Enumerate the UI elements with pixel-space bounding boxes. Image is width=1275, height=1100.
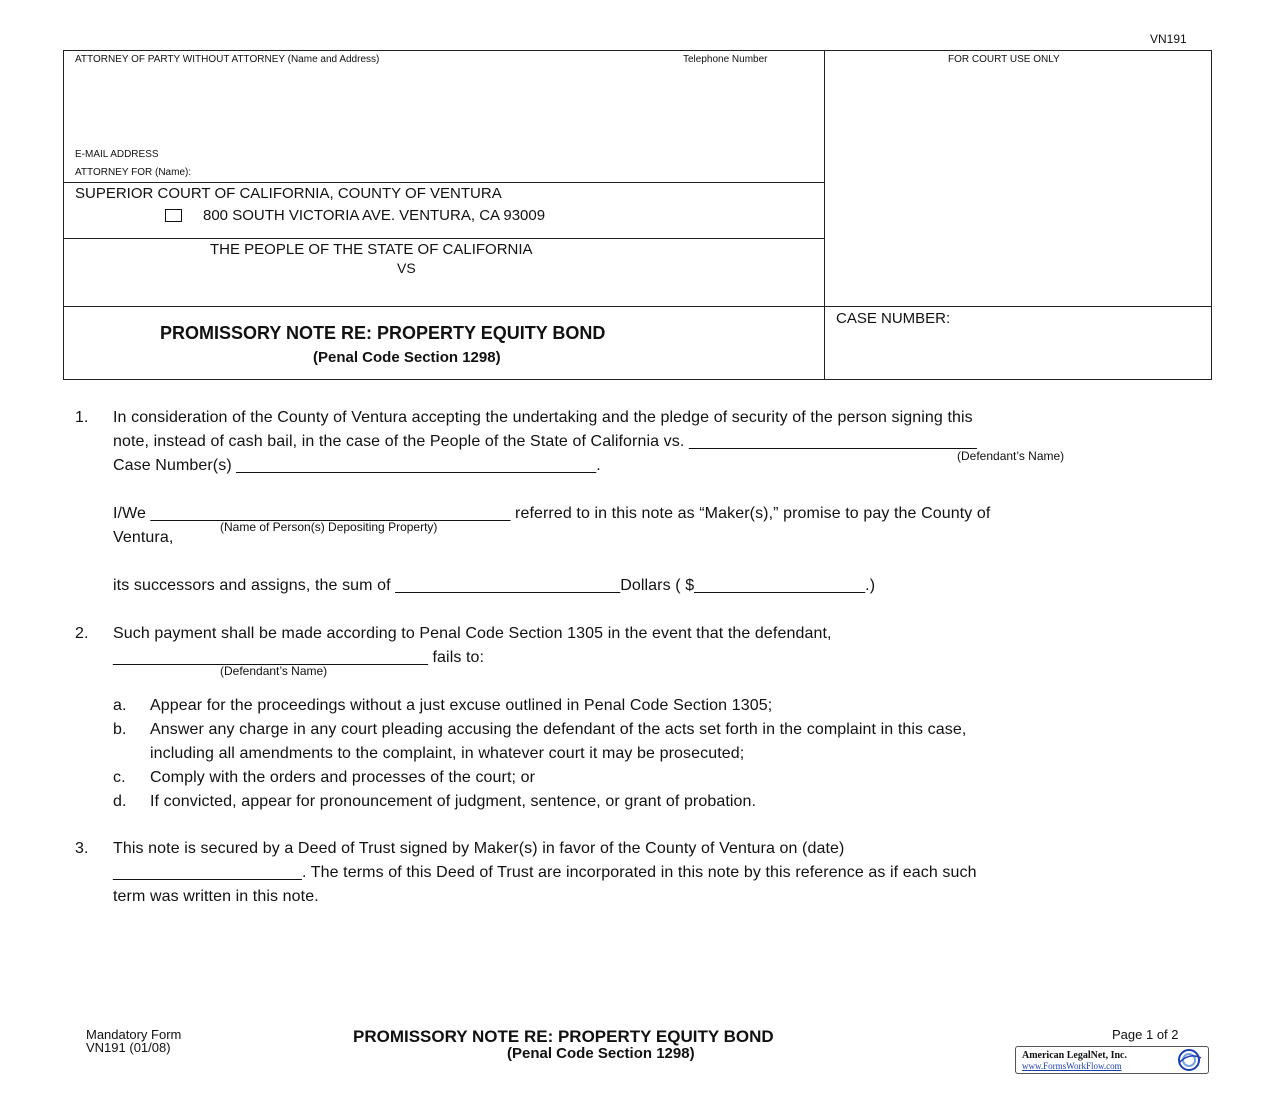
p2-defendant-caption: (Defendant’s Name) [220,664,328,678]
p1-line1: In consideration of the County of Ventura accepting the undertaking and the pledge of security of the person signing this [113,409,973,426]
item-letter: c. [113,769,126,786]
case-number-label: CASE NUMBER: [836,310,951,327]
item-text: Comply with the orders and processes of the court; or [150,769,536,786]
p1-number: 1. [75,409,89,426]
footer-title: PROMISSORY NOTE RE: PROPERTY EQUITY BOND [353,1027,774,1046]
telephone-label: Telephone Number [683,54,768,65]
item-letter: b. [113,721,127,738]
p3-line1: This note is secured by a Deed of Trust signed by Maker(s) in favor of the County of Ventura on (date) [113,840,845,857]
email-label: E-MAIL ADDRESS [75,149,159,160]
logo-name: American LegalNet, Inc. [1022,1050,1127,1061]
court-name: SUPERIOR COURT OF CALIFORNIA, COUNTY OF VENTURA [75,185,502,202]
p3-line3: term was written in this note. [113,888,319,905]
parties-people: THE PEOPLE OF THE STATE OF CALIFORNIA [210,241,533,258]
form-id: VN191 [1150,32,1187,46]
item-letter: d. [113,793,127,810]
item-text: If convicted, appear for pronouncement of judgment, sentence, or grant of probation. [150,793,757,810]
logo-url[interactable]: www.FormsWorkFlow.com [1022,1061,1122,1071]
p1-line2: note, instead of cash bail, in the case of the People of the State of California vs. ________________________________ [113,433,977,450]
footer-subtitle: (Penal Code Section 1298) [507,1045,695,1062]
p1-person-caption: (Name of Person(s) Depositing Property) [220,520,438,534]
court-use-label: FOR COURT USE ONLY [948,54,1060,65]
item-text: Answer any charge in any court pleading accusing the defendant of the acts set forth in the complaint in this case, [150,721,967,738]
p2-number: 2. [75,625,89,642]
footer-page: Page 1 of 2 [1112,1027,1179,1042]
footer-form-code: VN191 (01/08) [86,1040,171,1055]
p2-line2: ___________________________________ fails to: [113,649,485,666]
attorney-for-label: ATTORNEY FOR (Name): [75,167,192,178]
p2-line1: Such payment shall be made according to Penal Code Section 1305 in the event that the defendant, [113,625,832,642]
court-address: 800 SOUTH VICTORIA AVE. VENTURA, CA 93009 [203,207,546,224]
item-text: Appear for the proceedings without a just excuse outlined in Penal Code Section 1305; [150,697,773,714]
p1-sum-line: its successors and assigns, the sum of _________________________Dollars ( $___________________.) [113,577,876,594]
p1-ventura: Ventura, [113,529,174,546]
form-subtitle: (Penal Code Section 1298) [313,349,501,366]
legalnet-logo [1015,1046,1209,1074]
form-title: PROMISSORY NOTE RE: PROPERTY EQUITY BOND [160,323,606,343]
globe-icon [1172,1048,1206,1072]
attorney-label: ATTORNEY OF PARTY WITHOUT ATTORNEY (Name and Address) [75,54,380,65]
parties-vs: VS [397,260,416,276]
p1-case-number-line: Case Number(s) ________________________________________. [113,457,601,474]
p1-defendant-caption: (Defendant’s Name) [957,449,1065,463]
footer-mandatory: Mandatory Form [86,1027,182,1042]
item-text: including all amendments to the complaint, in whatever court it may be prosecuted; [150,745,745,762]
p3-line2: _____________________. The terms of this Deed of Trust are incorporated in this note by this reference as if each such [113,864,977,881]
p3-number: 3. [75,840,89,857]
item-letter: a. [113,697,127,714]
p1-maker-line: I/We ________________________________________ referred to in this note as “Maker(s),” promise to pay the County of [113,505,991,522]
address-checkbox[interactable] [165,209,182,222]
